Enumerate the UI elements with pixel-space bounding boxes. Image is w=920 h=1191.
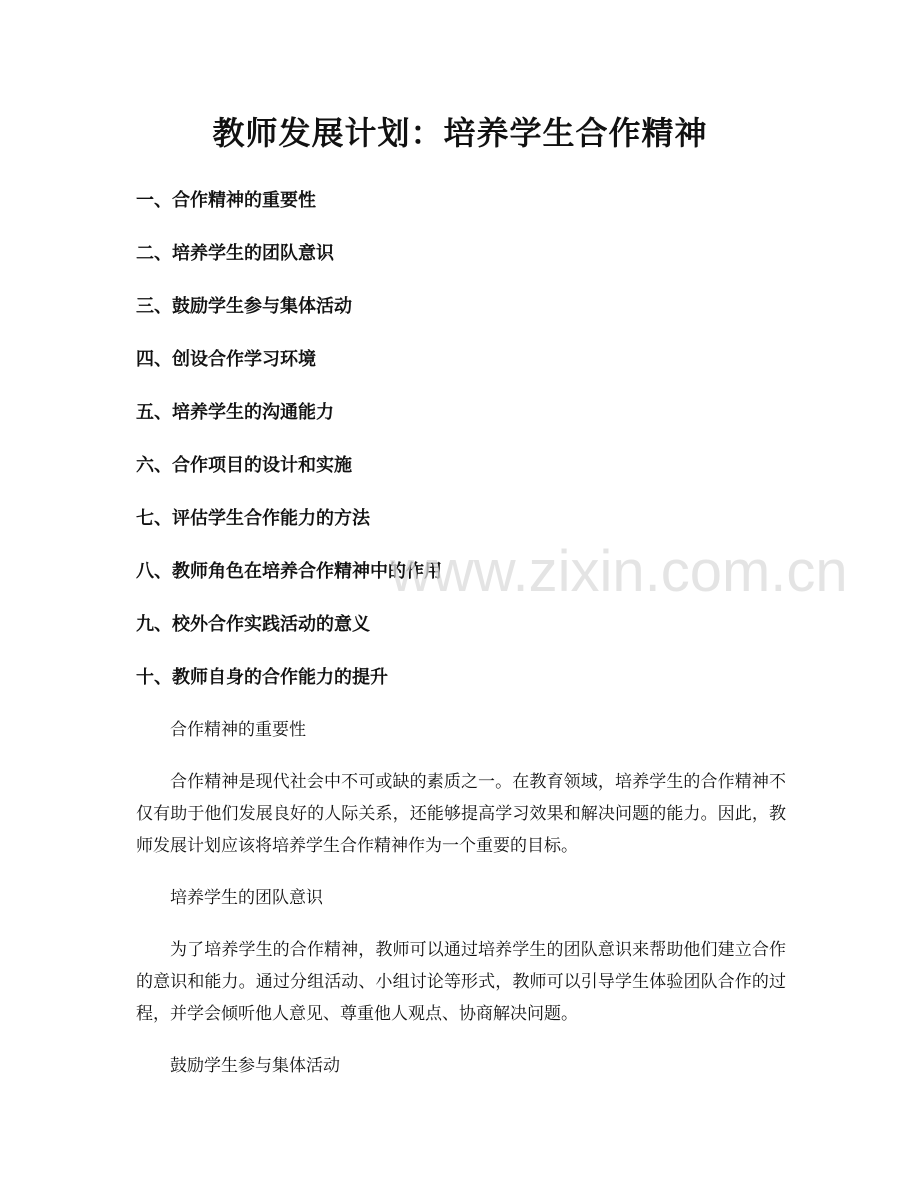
toc-item: 五、培养学生的沟通能力 [136,402,334,423]
section-paragraph: 为了培养学生的合作精神，教师可以通过培养学生的团队意识来帮助他们建立合作的意识和能力。通过分组活动、小组讨论等形式，教师可以引导学生体验团队合作的过程，并学会倾听他人意见、尊重他人观点、协商解决问题。 [136,940,786,1024]
section-paragraph: 合作精神是现代社会中不可或缺的素质之一。在教育领域，培养学生的合作精神不仅有助于他们发展良好的人际关系，还能够提高学习效果和解决问题的能力。因此，教师发展计划应该将培养学生合作精神作为一个重要的目标。 [136,772,786,856]
toc-item: 一、合作精神的重要性 [136,190,316,211]
watermark: www.zixin.com.cn [390,539,848,604]
document-body [136,714,786,1102]
section-heading: 合作精神的重要性 [170,720,306,740]
section-heading: 鼓励学生参与集体活动 [170,1056,340,1076]
toc-item: 二、培养学生的团队意识 [136,243,334,264]
toc-item: 七、评估学生合作能力的方法 [136,508,370,529]
toc-item: 八、教师角色在培养合作精神中的作用 [136,561,442,582]
toc-item: 四、创设合作学习环境 [136,349,316,370]
document-title: 教师发展计划：培养学生合作精神 [212,114,708,152]
toc-item: 九、校外合作实践活动的意义 [136,614,370,635]
table-of-contents [136,186,442,716]
section-heading: 培养学生的团队意识 [170,888,323,908]
toc-item: 三、鼓励学生参与集体活动 [136,296,352,317]
toc-item: 六、合作项目的设计和实施 [136,455,352,476]
toc-item: 十、教师自身的合作能力的提升 [136,667,388,688]
